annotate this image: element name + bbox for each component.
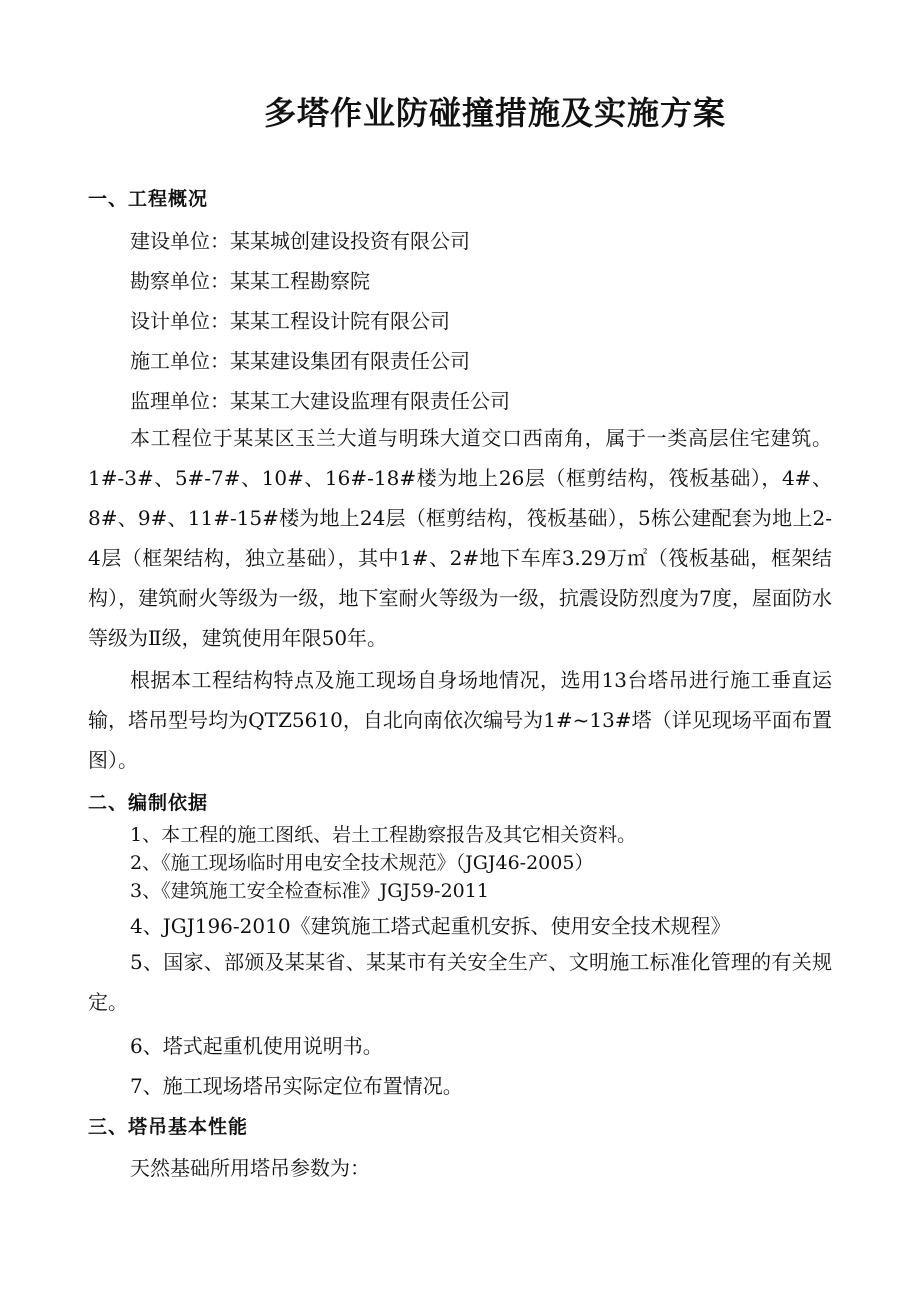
basis-item-2: 2、《施工现场临时用电安全技术规范》（JGJ46-2005） (130, 852, 594, 874)
unit-line-design: 设计单位：某某工程设计院有限公司 (130, 309, 450, 333)
document-title: 多塔作业防碰撞措施及实施方案 (263, 94, 726, 132)
unit-line-supervision: 监理单位：某某工大建设监理有限责任公司 (130, 389, 510, 413)
section-heading-crane-performance: 三、塔吊基本性能 (88, 1116, 249, 1138)
basis-item-1: 1、本工程的施工图纸、岩土工程勘察报告及其它相关资料。 (130, 824, 637, 846)
basis-item-4: 4、JGJ196-2010《建筑施工塔式起重机安拆、使用安全技术规程》 (130, 914, 731, 938)
unit-line-survey: 勘察单位：某某工程勘察院 (130, 269, 370, 293)
section-heading-basis: 二、编制依据 (88, 792, 209, 814)
unit-line-construction: 施工单位：某某建设集团有限责任公司 (130, 349, 470, 373)
basis-item-5: 5、国家、部颁及某某省、某某市有关安全生产、文明施工标准化管理的有关规定。 (88, 950, 832, 1014)
crane-selection-paragraph: 根据本工程结构特点及施工现场自身场地情况，选用13台塔吊进行施工垂直运输，塔吊型号均为QTZ5610，自北向南依次编号为1#~13#塔（详见现场平面布置图）。 (88, 668, 832, 772)
unit-line-owner: 建设单位：某某城创建设投资有限公司 (130, 229, 470, 253)
section-heading-overview: 一、工程概况 (88, 188, 209, 210)
crane-parameters-intro: 天然基础所用塔吊参数为： (130, 1156, 370, 1180)
overview-paragraph: 本工程位于某某区玉兰大道与明珠大道交口西南角，属于一类高层住宅建筑。1#-3#、5#-7#、10#、16#-18#楼为地上26层（框剪结构，筏板基础），4#、8#、9#、11#-15#楼为地上24层（框剪结构，筏板基础），5栋公建配套为地上2-4层（框架结构，独立基础），其中1#、2#地下车库3.29万㎡（筏板基础，框架结构），建筑耐火等级为一级，地下室耐火等级为一级，抗震设防烈度为7度，屋面防水等级为Ⅱ级，建筑使用年限50年。 (88, 426, 832, 650)
basis-item-7: 7、施工现场塔吊实际定位布置情况。 (130, 1074, 463, 1098)
basis-item-6: 6、塔式起重机使用说明书。 (130, 1034, 383, 1058)
basis-item-3: 3、《建筑施工安全检查标准》JGJ59-2011 (130, 880, 489, 902)
